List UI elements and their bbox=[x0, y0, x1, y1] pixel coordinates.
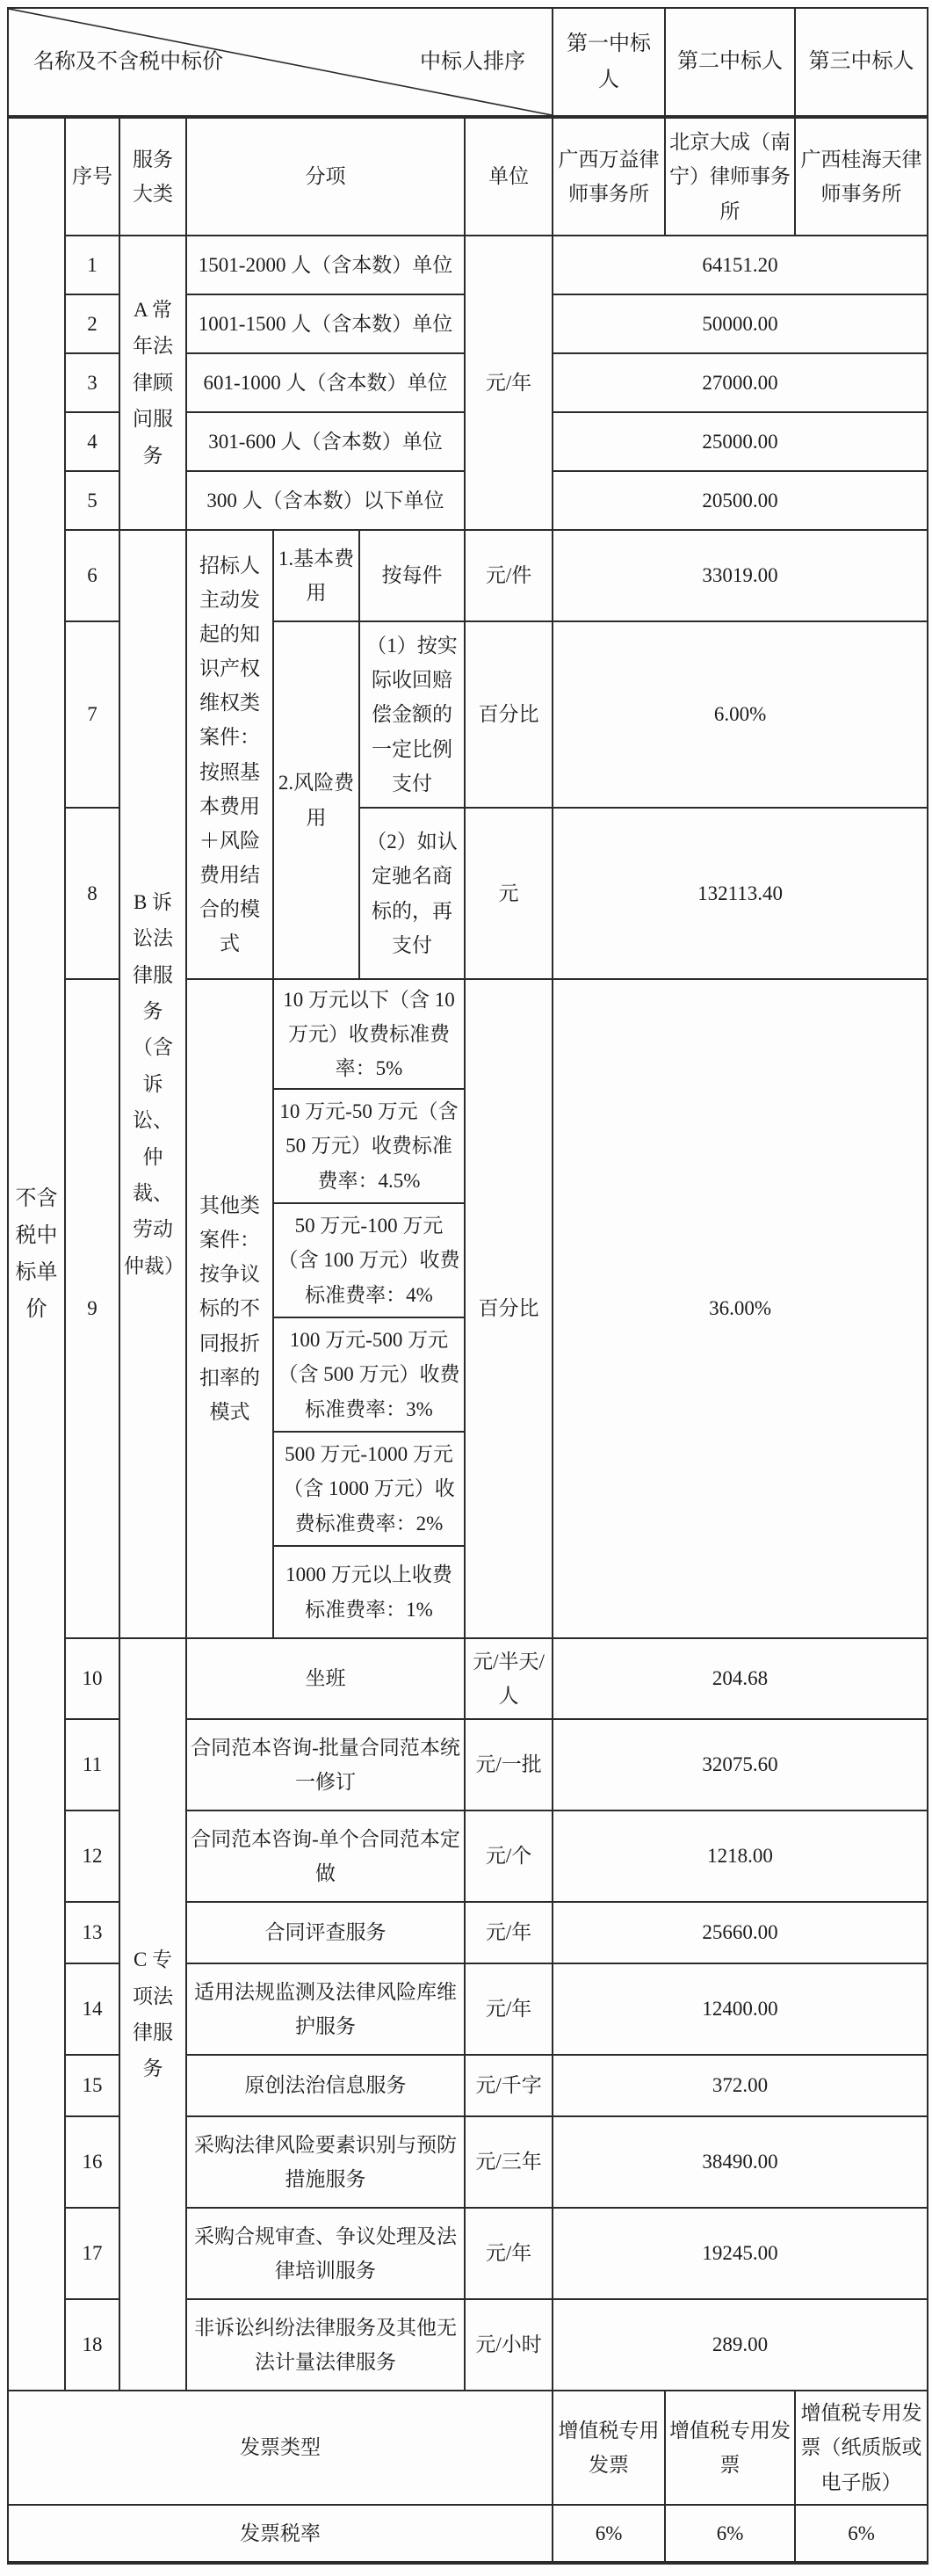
row-18-seq: 18 bbox=[65, 2299, 119, 2391]
row-8-unit: 元 bbox=[465, 808, 553, 979]
row-18-unit: 元/小时 bbox=[465, 2299, 553, 2391]
row-13-unit: 元/年 bbox=[465, 1902, 553, 1963]
other-case-cell: 其他类案件：按争议标的不同报折扣率的模式 bbox=[186, 979, 273, 1638]
risk-fee-cell: 2.风险费用 bbox=[273, 621, 359, 979]
row-17-value: 19245.00 bbox=[553, 2208, 928, 2299]
row-10-unit: 元/半天/人 bbox=[465, 1638, 553, 1719]
row-13-value: 25660.00 bbox=[553, 1902, 928, 1963]
bid-price-table bbox=[7, 7, 928, 2565]
row-7-value: 6.00% bbox=[553, 621, 928, 808]
row-9-unit: 百分比 bbox=[465, 979, 553, 1638]
row-6-desc: 按每件 bbox=[359, 530, 465, 621]
row-14-value: 12400.00 bbox=[553, 1963, 928, 2055]
row-12-unit: 元/个 bbox=[465, 1810, 553, 1902]
row-13-seq: 13 bbox=[65, 1902, 119, 1963]
row-9-tier-6: 1000 万元以上收费标准费率：1% bbox=[273, 1546, 465, 1638]
row-4-value: 25000.00 bbox=[553, 412, 928, 471]
row-18-item: 非诉讼纠纷法律服务及其他无法计量法律服务 bbox=[186, 2299, 465, 2391]
firm-1-header: 广西万益律师事务所 bbox=[553, 117, 665, 236]
row-1-seq: 1 bbox=[65, 236, 119, 294]
row-5-item: 300 人（含本数）以下单位 bbox=[186, 471, 465, 530]
row-10-value: 204.68 bbox=[553, 1638, 928, 1719]
row-6-unit: 元/件 bbox=[465, 530, 553, 621]
row-7-desc: （1）按实际收回赔偿金额的一定比例支付 bbox=[359, 621, 465, 808]
corner-label-name-price: 名称及不含税中标价 bbox=[33, 50, 223, 74]
rank-2-header: 第二中标人 bbox=[665, 8, 795, 117]
invoice-rate-firm-3: 6% bbox=[795, 2505, 928, 2563]
row-2-value: 50000.00 bbox=[553, 294, 928, 353]
corner-label-winner-order: 中标人排序 bbox=[420, 50, 526, 74]
invoice-rate-label: 发票税率 bbox=[8, 2505, 553, 2563]
row-10-seq: 10 bbox=[65, 1638, 119, 1719]
firm-3-header: 广西桂海天律师事务所 bbox=[795, 117, 928, 236]
row-9-tier-5: 500 万元-1000 万元（含 1000 万元）收费标准费率：2% bbox=[273, 1432, 465, 1546]
invoice-type-firm-3: 增值税专用发票（纸质版或电子版） bbox=[795, 2391, 928, 2505]
row-2-item: 1001-1500 人（含本数）单位 bbox=[186, 294, 465, 353]
row-7-seq: 7 bbox=[65, 621, 119, 808]
unit-a-cell: 元/年 bbox=[465, 236, 553, 530]
row-2-seq: 2 bbox=[65, 294, 119, 353]
invoice-type-firm-1: 增值税专用发票 bbox=[553, 2391, 665, 2505]
row-9-tier-3: 50 万元-100 万元（含 100 万元）收费标准费率：4% bbox=[273, 1203, 465, 1317]
row-16-unit: 元/三年 bbox=[465, 2116, 553, 2208]
seq-header: 序号 bbox=[65, 117, 119, 236]
ip-case-cell: 招标人主动发起的知识产权维权类案件：按照基本费用＋风险费用结合的模式 bbox=[186, 530, 273, 979]
row-3-seq: 3 bbox=[65, 353, 119, 412]
rank-1-header: 第一中标人 bbox=[553, 8, 665, 117]
row-17-item: 采购合规审查、争议处理及法律培训服务 bbox=[186, 2208, 465, 2299]
row-18-value: 289.00 bbox=[553, 2299, 928, 2391]
row-4-item: 301-600 人（含本数）单位 bbox=[186, 412, 465, 471]
row-9-tier-4: 100 万元-500 万元（含 500 万元）收费标准费率：3% bbox=[273, 1317, 465, 1432]
row-8-desc: （2）如认定驰名商标的，再支付 bbox=[359, 808, 465, 979]
row-9-seq: 9 bbox=[65, 979, 119, 1638]
row-11-unit: 元/一批 bbox=[465, 1719, 553, 1810]
row-12-item: 合同范本咨询-单个合同范本定做 bbox=[186, 1810, 465, 1902]
diagonal-corner-cell bbox=[8, 8, 553, 117]
row-14-seq: 14 bbox=[65, 1963, 119, 2055]
row-3-value: 27000.00 bbox=[553, 353, 928, 412]
row-11-value: 32075.60 bbox=[553, 1719, 928, 1810]
row-12-seq: 12 bbox=[65, 1810, 119, 1902]
row-16-seq: 16 bbox=[65, 2116, 119, 2208]
row-16-item: 采购法律风险要素识别与预防措施服务 bbox=[186, 2116, 465, 2208]
row-16-value: 38490.00 bbox=[553, 2116, 928, 2208]
firm-2-header: 北京大成（南宁）律师事务所 bbox=[665, 117, 795, 236]
invoice-rate-firm-1: 6% bbox=[553, 2505, 665, 2563]
row-15-value: 372.00 bbox=[553, 2055, 928, 2116]
item-header: 分项 bbox=[186, 117, 465, 236]
row-5-value: 20500.00 bbox=[553, 471, 928, 530]
row-4-seq: 4 bbox=[65, 412, 119, 471]
row-10-item: 坐班 bbox=[186, 1638, 465, 1719]
row-15-seq: 15 bbox=[65, 2055, 119, 2116]
row-6-seq: 6 bbox=[65, 530, 119, 621]
category-c-cell: C 专项法律服务 bbox=[119, 1638, 186, 2391]
invoice-type-firm-2: 增值税专用发票 bbox=[665, 2391, 795, 2505]
row-6-fee-type: 1.基本费用 bbox=[273, 530, 359, 621]
row-8-value: 132113.40 bbox=[553, 808, 928, 979]
row-15-item: 原创法治信息服务 bbox=[186, 2055, 465, 2116]
category-b-cell: B 诉讼法律服务（含诉讼、仲裁、劳动仲裁） bbox=[119, 530, 186, 1638]
row-1-value: 64151.20 bbox=[553, 236, 928, 294]
row-15-unit: 元/千字 bbox=[465, 2055, 553, 2116]
row-9-value: 36.00% bbox=[553, 979, 928, 1638]
row-11-seq: 11 bbox=[65, 1719, 119, 1810]
row-3-item: 601-1000 人（含本数）单位 bbox=[186, 353, 465, 412]
rank-3-header: 第三中标人 bbox=[795, 8, 928, 117]
row-9-tier-1: 10 万元以下（含 10 万元）收费标准费率：5% bbox=[273, 979, 465, 1089]
row-8-seq: 8 bbox=[65, 808, 119, 979]
row-17-seq: 17 bbox=[65, 2208, 119, 2299]
row-14-item: 适用法规监测及法律风险库维护服务 bbox=[186, 1963, 465, 2055]
row-11-item: 合同范本咨询-批量合同范本统一修订 bbox=[186, 1719, 465, 1810]
row-14-unit: 元/年 bbox=[465, 1963, 553, 2055]
row-12-value: 1218.00 bbox=[553, 1810, 928, 1902]
category-header: 服务大类 bbox=[119, 117, 186, 236]
row-7-unit: 百分比 bbox=[465, 621, 553, 808]
row-6-value: 33019.00 bbox=[553, 530, 928, 621]
unit-header: 单位 bbox=[465, 117, 553, 236]
row-5-seq: 5 bbox=[65, 471, 119, 530]
row-1-item: 1501-2000 人（含本数）单位 bbox=[186, 236, 465, 294]
category-a-cell: A 常年法律顾问服务 bbox=[119, 236, 186, 530]
left-axis-label: 不含税中标单价 bbox=[8, 117, 65, 2391]
invoice-type-label: 发票类型 bbox=[8, 2391, 553, 2505]
invoice-rate-firm-2: 6% bbox=[665, 2505, 795, 2563]
row-9-tier-2: 10 万元-50 万元（含 50 万元）收费标准费率：4.5% bbox=[273, 1089, 465, 1203]
row-13-item: 合同评查服务 bbox=[186, 1902, 465, 1963]
row-17-unit: 元/年 bbox=[465, 2208, 553, 2299]
